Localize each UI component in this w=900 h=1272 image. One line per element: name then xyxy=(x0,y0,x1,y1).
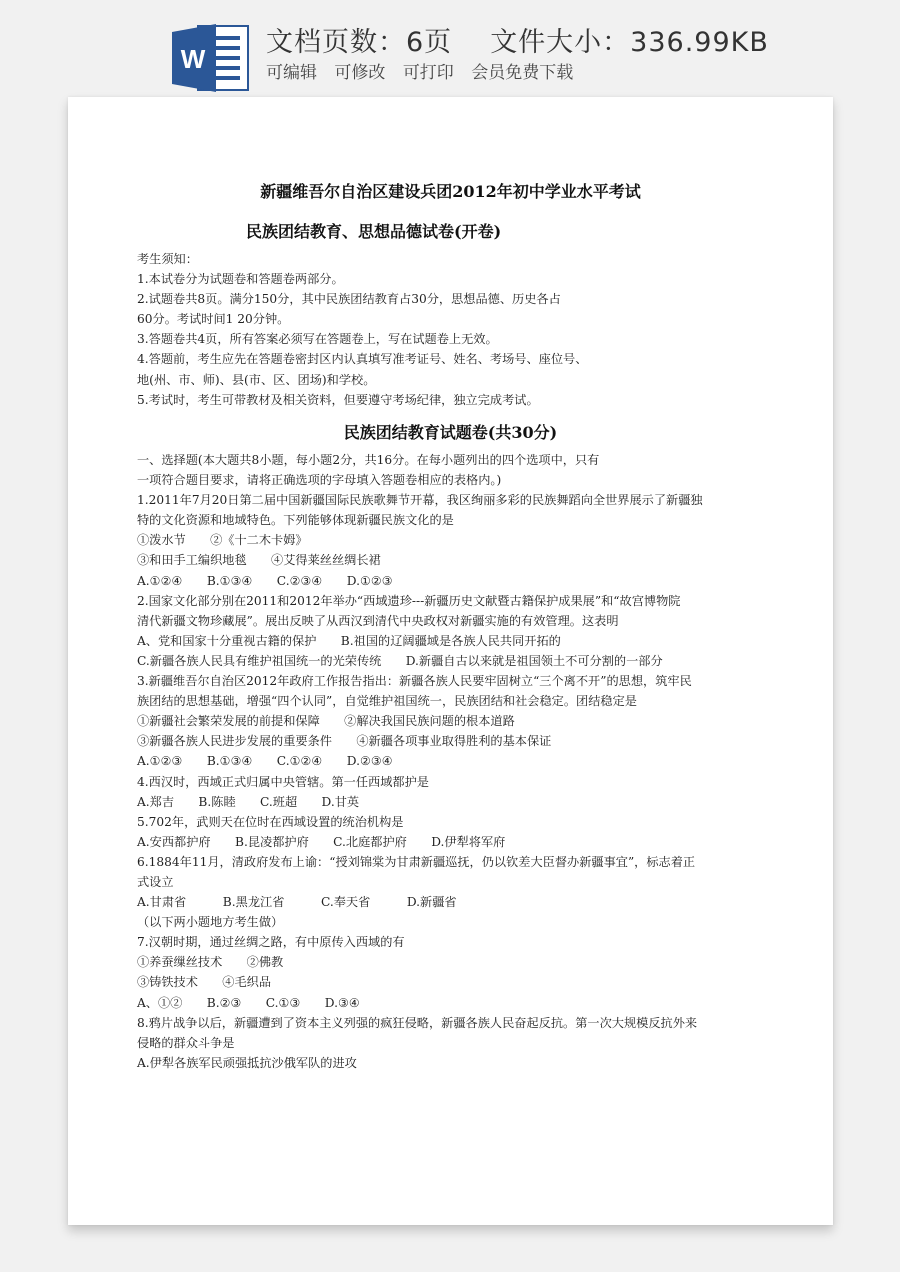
text-line: 侵略的群众斗争是 xyxy=(137,1035,235,1050)
feature-printable: 可打印 xyxy=(402,63,454,83)
note-line: 60分。考试时间1 20分钟。 xyxy=(137,312,290,327)
text-line: 特的文化资源和地域特色。下列能够体现新疆民族文化的是 xyxy=(137,513,454,528)
exam-subtitle: 民族团结教育、思想品德试卷(开卷) xyxy=(246,222,502,241)
text-line: （以下两小题地方考生做） xyxy=(137,915,284,930)
text-line: 5.702年，武则天在位时在西域设置的统治机构是 xyxy=(137,814,404,829)
text-line: A.①②③ B.①③④ C.①②④ D.②③④ xyxy=(137,754,393,769)
text-line: 3.新疆维吾尔自治区2012年政府工作报告指出：新疆各族人民要牢固树立“三个离不开”的思想，筑牢民 xyxy=(137,674,692,689)
text-line: A.郑吉 B.陈睦 C.班超 D.甘英 xyxy=(137,794,360,809)
text-line: ①养蚕缫丝技术 ②佛教 xyxy=(137,955,284,970)
text-line: A.①②④ B.①③④ C.②③④ D.①②③ xyxy=(137,573,393,588)
text-line: 6.1884年11月，清政府发布上谕：“授刘锦棠为甘肃新疆巡抚，仍以钦差大臣督办新疆事宜”，标志着正 xyxy=(137,854,696,869)
text-line: 式设立 xyxy=(137,874,174,889)
text-line: ③铸铁技术 ④毛织品 xyxy=(137,975,272,990)
download-banner xyxy=(0,0,900,96)
text-line: ①新疆社会繁荣发展的前提和保障 ②解决我国民族问题的根本道路 xyxy=(137,714,515,729)
word-doc-icon xyxy=(172,22,250,94)
text-line: A、①② B.②③ C.①③ D.③④ xyxy=(137,995,360,1010)
note-line: 4.答题前，考生应先在答题卷密封区内认真填写准考证号、姓名、考场号、座位号、 xyxy=(137,352,588,367)
note-line: 考生须知： xyxy=(137,252,198,266)
text-line: 4.西汉时，西域正式归属中央管辖。第一任西域都护是 xyxy=(137,774,429,789)
text-line: 一项符合题目要求，请将正确选项的字母填入答题卷相应的表格内。) xyxy=(137,473,502,488)
feature-member-download: 会员免费下载 xyxy=(471,63,574,83)
feature-modifiable: 可修改 xyxy=(334,63,386,83)
exam-title: 新疆维吾尔自治区建设兵团2012年初中学业水平考试 xyxy=(260,182,641,201)
text-line: 1.2011年7月20日第二届中国新疆国际民族歌舞节开幕，我区绚丽多彩的民族舞蹈向全世界展示了新疆独 xyxy=(137,493,703,508)
question-list xyxy=(137,450,777,1073)
text-line: 2.国家文化部分别在2011和2012年举办“西域遗珍---新疆历史文献暨古籍保护成果展”和“故宫博物院 xyxy=(137,593,681,608)
text-line: A.甘肃省 B.黑龙江省 C.奉天省 D.新疆省 xyxy=(137,895,457,910)
file-size: 文件大小：336.99KB xyxy=(490,27,769,58)
text-line: ①泼水节 ②《十二木卡姆》 xyxy=(137,533,308,548)
note-line: 3.答题卷共4页，所有答案必须写在答题卷上，写在试题卷上无效。 xyxy=(137,332,498,347)
exam-notes xyxy=(137,249,777,410)
text-line: C.新疆各族人民具有维护祖国统一的光荣传统 D.新疆自古以来就是祖国领土不可分割的一部分 xyxy=(137,653,663,668)
note-line: 地(州、市、师)、县(市、区、团场)和学校。 xyxy=(137,372,376,387)
text-line: ③和田手工编织地毯 ④艾得莱丝丝绸长裙 xyxy=(137,553,381,568)
text-line: A.伊犁各族军民顽强抵抗沙俄军队的进攻 xyxy=(137,1055,357,1070)
note-line: 1.本试卷分为试题卷和答题卷两部分。 xyxy=(137,272,344,287)
page-count: 文档页数：6页 xyxy=(266,27,453,58)
feature-editable: 可编辑 xyxy=(266,63,317,83)
document-page xyxy=(68,97,833,1225)
text-line: 清代新疆文物珍藏展”。展出反映了从西汉到清代中央政权对新疆实施的有效管理。这表明 xyxy=(137,613,619,628)
note-line: 2.试题卷共8页。满分150分，其中民族团结教育占30分，思想品德、历史各占 xyxy=(137,292,561,307)
feature-list xyxy=(266,58,585,83)
text-line: A、党和国家十分重视古籍的保护 B.祖国的辽阔疆域是各族人民共同开拓的 xyxy=(137,633,561,648)
text-line: ③新疆各族人民进步发展的重要条件 ④新疆各项事业取得胜利的基本保证 xyxy=(137,734,552,749)
text-line: 族团结的思想基础，增强“四个认同”，自觉维护祖国统一，民族团结和社会稳定。团结稳定是 xyxy=(137,694,637,709)
svg-text:W: W xyxy=(180,44,206,74)
text-line: A.安西都护府 B.昆凌都护府 C.北庭都护府 D.伊犁将军府 xyxy=(137,834,506,849)
section-title: 民族团结教育试题卷(共30分) xyxy=(343,423,558,442)
text-line: 7.汉朝时期，通过丝绸之路，有中原传入西域的有 xyxy=(137,935,405,950)
file-info xyxy=(266,20,769,59)
text-line: 一、选择题(本大题共8小题，每小题2分，共16分。在每小题列出的四个选项中，只有 xyxy=(137,453,600,467)
note-line: 5.考试时，考生可带教材及相关资料，但要遵守考场纪律，独立完成考试。 xyxy=(137,392,539,407)
text-line: 8.鸦片战争以后，新疆遭到了资本主义列强的疯狂侵略，新疆各族人民奋起反抗。第一次大规模反抗外来 xyxy=(137,1015,698,1030)
